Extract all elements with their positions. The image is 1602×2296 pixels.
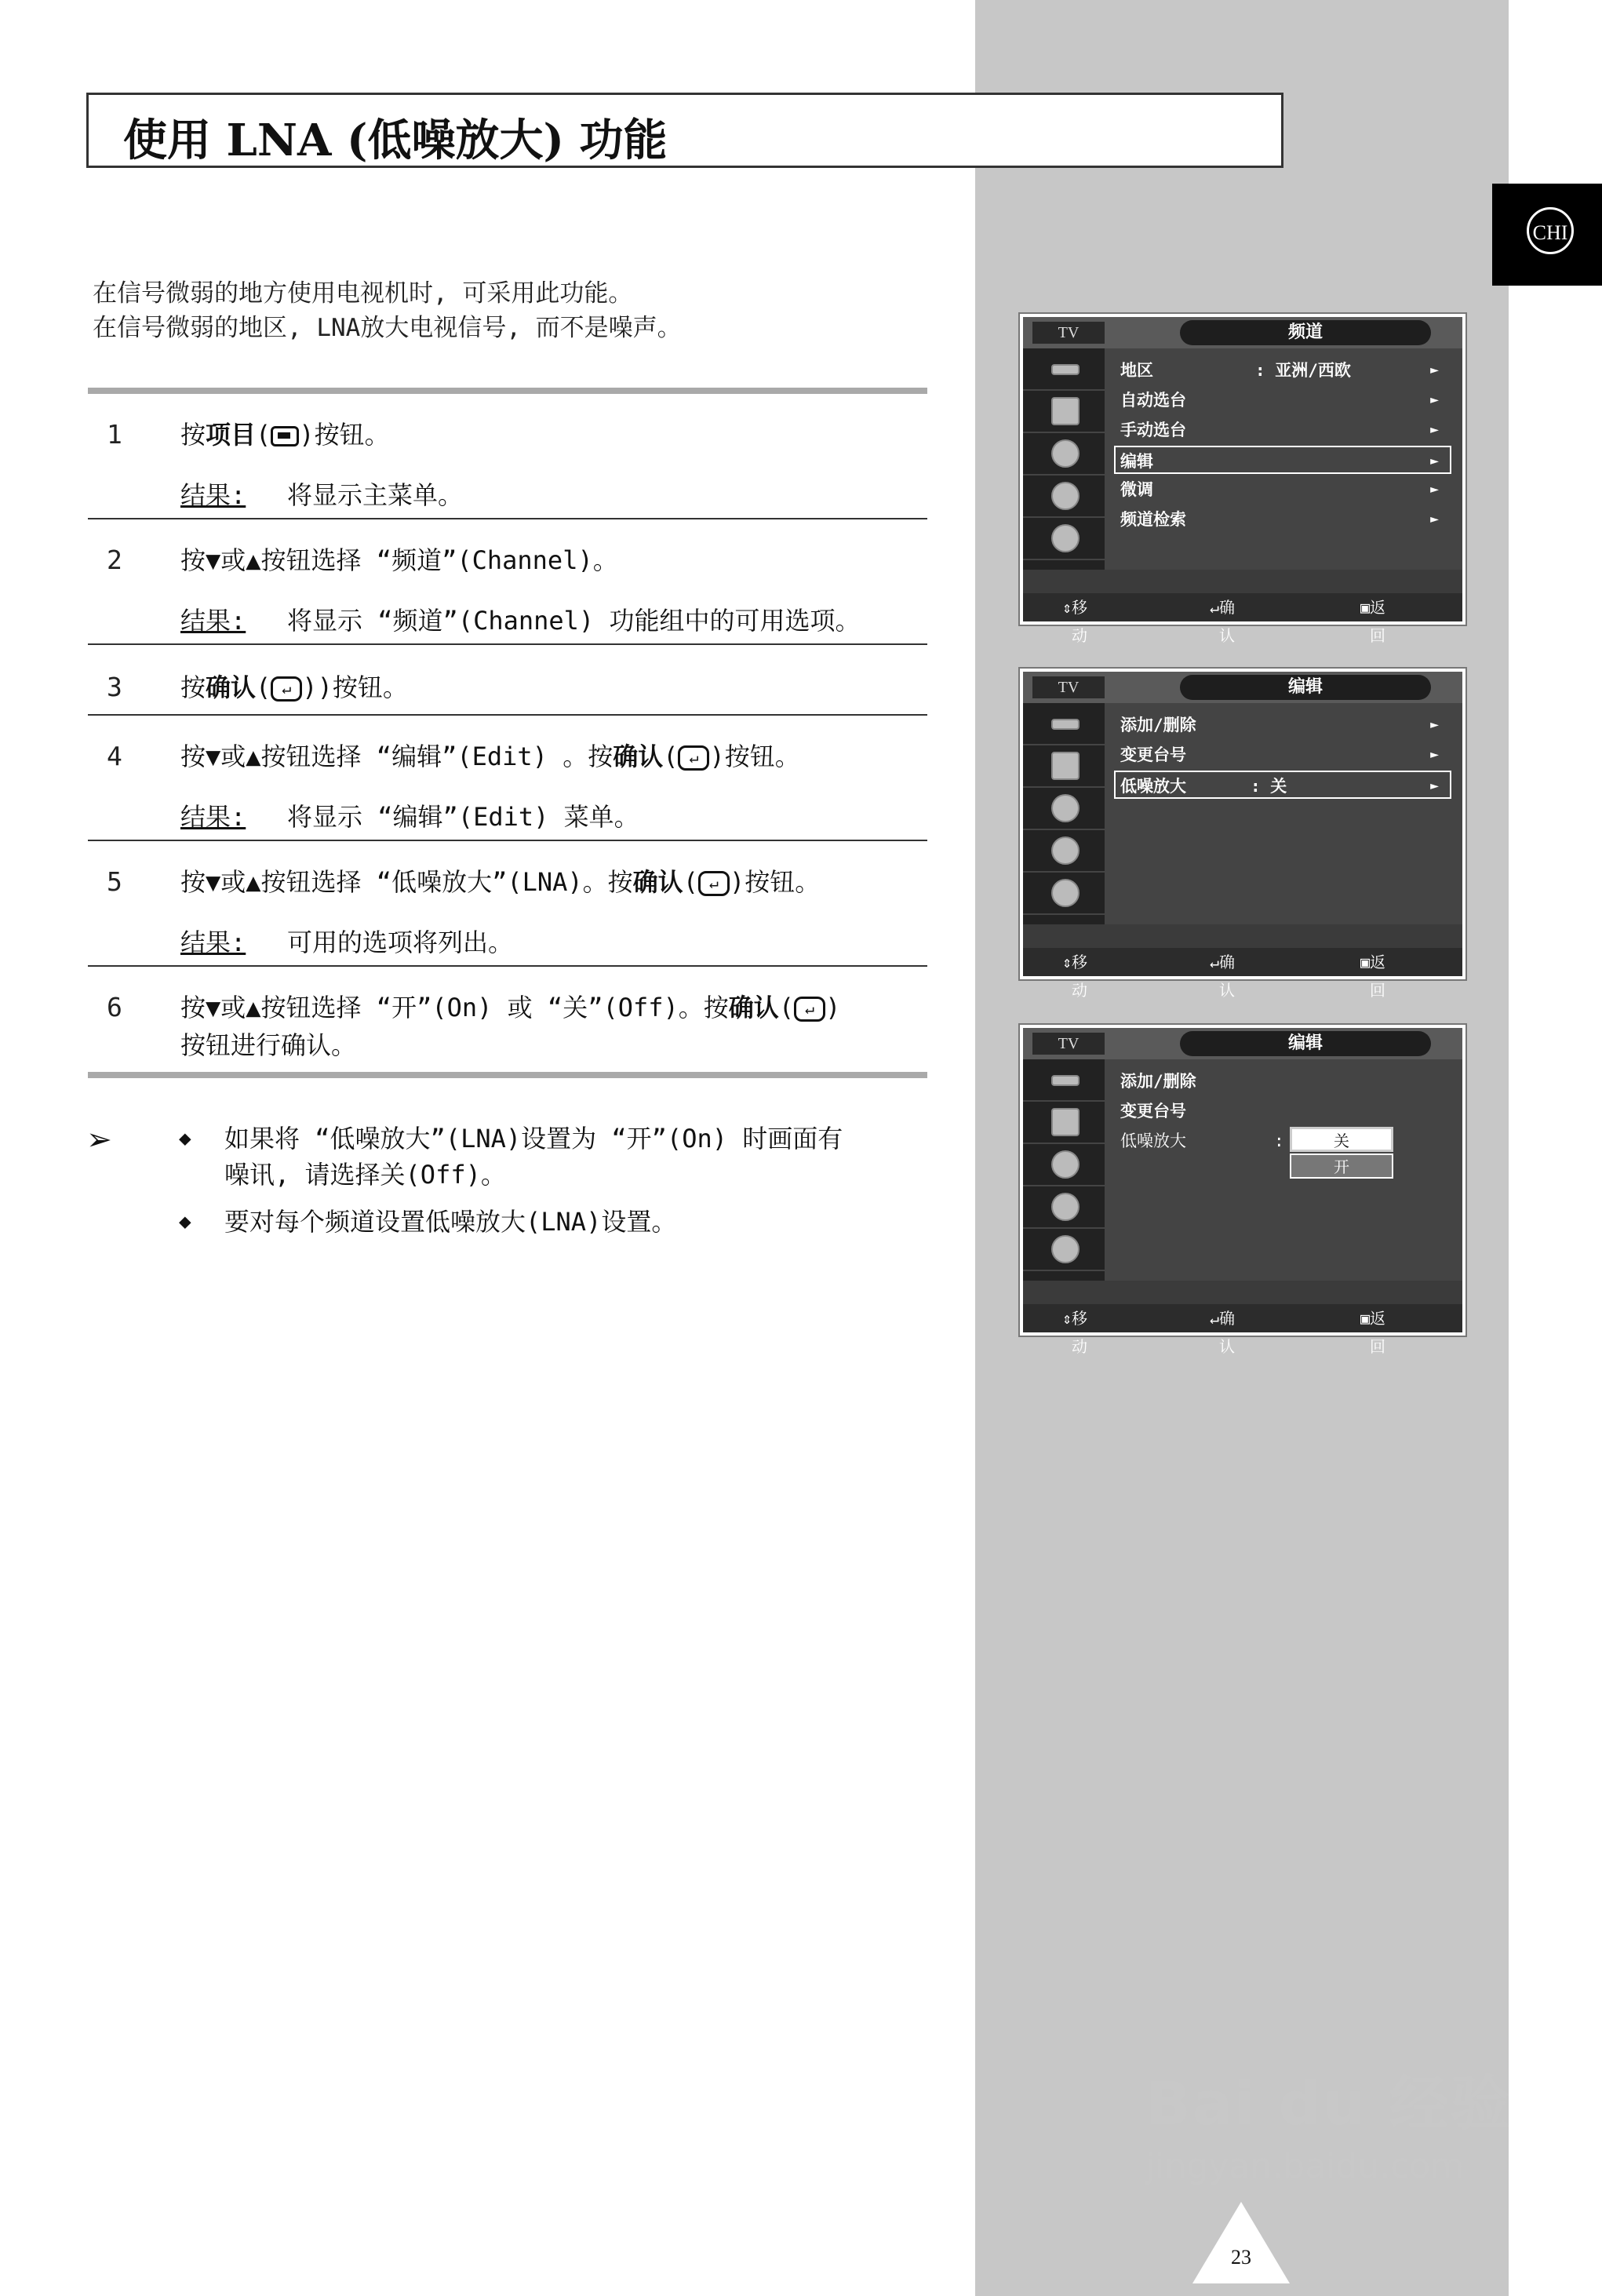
step-number: 3 <box>107 672 122 702</box>
watermark-url: jingyan.baidu.com <box>1145 2146 1465 2186</box>
osd-header <box>1023 317 1462 348</box>
osd-footer-move: ⇕ 移动 <box>1062 598 1088 645</box>
osd-row-lna[interactable]: 低噪放大 : 关 ► <box>1114 771 1451 799</box>
page-number: 23 <box>1231 2246 1251 2269</box>
osd-footer-move: ⇕ 移动 <box>1062 1309 1088 1356</box>
osd-row-manual-store[interactable]: 手动选台 ► <box>1120 421 1439 439</box>
note-1: 如果将 “低噪放大”(LNA)设置为 “开”(On) 时画面有 噪讯, 请选择关(Off)。 <box>224 1124 843 1190</box>
osd-title: 频道 <box>1180 320 1431 345</box>
result-label: 结果: <box>180 802 246 832</box>
step-1-result: 将显示主菜单。 <box>287 480 464 510</box>
speaker-icon <box>1023 1144 1105 1186</box>
step-3-text: 按确认( ↵ ))按钮。 <box>180 672 408 702</box>
antenna-icon <box>1023 703 1105 745</box>
osd-title: 编辑 <box>1180 1031 1431 1056</box>
step-2-text: 按▼或▲按钮选择 “频道”(Channel)。 <box>180 545 618 575</box>
osd-icon-column <box>1023 1059 1105 1281</box>
divider <box>88 840 927 841</box>
osd-footer <box>1023 1304 1462 1356</box>
enter-key-icon: ↵ <box>678 745 709 771</box>
osd-tv-label: TV <box>1032 322 1105 344</box>
osd-footer-return: ▣ 返回 <box>1360 953 1386 1000</box>
osd-screen-channel <box>1020 314 1465 645</box>
diamond-bullet-icon: ◆ <box>179 1210 191 1234</box>
step-number: 2 <box>107 545 122 575</box>
note-arrow-icon: ➢ <box>88 1117 113 1164</box>
osd-row-change-number[interactable]: 变更台号 <box>1120 1102 1186 1121</box>
lna-option-off[interactable]: 关 <box>1290 1127 1393 1152</box>
intro-line-2: 在信号微弱的地区, LNA放大电视信号, 而不是噪声。 <box>93 314 682 342</box>
clock-icon <box>1023 1186 1105 1229</box>
step-2-result: 将显示 “频道”(Channel) 功能组中的可用选项。 <box>287 606 861 636</box>
step-4-result: 将显示 “编辑”(Edit) 菜单。 <box>287 802 639 832</box>
result-label: 结果: <box>180 480 246 510</box>
osd-icon-column <box>1023 348 1105 570</box>
osd-menu-body <box>1105 348 1462 570</box>
divider <box>88 643 927 645</box>
step-4-text: 按▼或▲按钮选择 “编辑”(Edit) 。按确认( ↵ )按钮。 <box>180 742 800 771</box>
tv-picture-icon <box>1023 1102 1105 1144</box>
osd-footer-enter: ↵ 确认 <box>1210 953 1236 1000</box>
osd-row-auto-store[interactable]: 自动选台 ► <box>1120 391 1439 410</box>
page-number-tab <box>1192 2202 1290 2283</box>
osd-row-edit[interactable]: 编辑 ► <box>1114 446 1451 474</box>
osd-row-region[interactable]: 地区 : 亚洲/西欧 ► <box>1120 361 1439 380</box>
setup-icon <box>1023 873 1105 915</box>
osd-menu-body <box>1105 703 1462 924</box>
osd-tv-label: TV <box>1032 676 1105 698</box>
antenna-icon <box>1023 348 1105 391</box>
osd-screen-edit <box>1020 669 1465 1000</box>
result-label: 结果: <box>180 928 246 957</box>
clock-icon <box>1023 476 1105 518</box>
osd-footer-enter: ↵ 确认 <box>1210 1309 1236 1356</box>
divider <box>88 714 927 716</box>
clock-icon <box>1023 830 1105 873</box>
step-number: 1 <box>107 419 122 450</box>
step-5-result: 可用的选项将列出。 <box>287 928 514 957</box>
lna-option-on[interactable]: 开 <box>1290 1153 1393 1179</box>
speaker-icon <box>1023 788 1105 830</box>
divider <box>88 518 927 519</box>
tv-picture-icon <box>1023 745 1105 788</box>
intro-line-1: 在信号微弱的地方使用电视机时, 可采用此功能。 <box>93 279 633 308</box>
speaker-icon <box>1023 433 1105 476</box>
osd-row-channel-search[interactable]: 频道检索 ► <box>1120 510 1439 529</box>
language-tab <box>1492 184 1602 286</box>
step-number: 6 <box>107 992 122 1022</box>
page-title: 使用 LNA (低噪放大) 功能 <box>123 115 668 166</box>
enter-key-icon: ↵ <box>794 997 825 1022</box>
menu-key-icon <box>271 426 299 446</box>
language-tab-label: CHI <box>1527 207 1574 254</box>
osd-row-add-delete[interactable]: 添加/删除 ► <box>1120 716 1439 734</box>
osd-footer <box>1023 593 1462 645</box>
step-1-text: 按项目( )按钮。 <box>180 420 390 450</box>
divider <box>88 965 927 967</box>
step-6-text: 按▼或▲按钮选择 “开”(On) 或 “关”(Off)。按确认( ↵ ) 按钮进行确认。 <box>180 993 841 1060</box>
enter-key-icon: ↵ <box>271 676 302 702</box>
diamond-bullet-icon: ◆ <box>179 1127 191 1150</box>
osd-footer-return: ▣ 返回 <box>1360 598 1386 645</box>
osd-header <box>1023 1028 1462 1059</box>
osd-row-add-delete[interactable]: 添加/删除 <box>1120 1072 1196 1091</box>
tv-picture-icon <box>1023 391 1105 433</box>
osd-footer-enter: ↵ 确认 <box>1210 598 1236 645</box>
osd-row-fine-tune[interactable]: 微调 ► <box>1120 480 1439 499</box>
divider-bottom <box>88 1072 927 1078</box>
osd-icon-column <box>1023 703 1105 924</box>
watermark-brand: Bai du 经验 <box>1145 2068 1512 2138</box>
step-5-text: 按▼或▲按钮选择 “低噪放大”(LNA)。按确认( ↵ )按钮。 <box>180 867 821 897</box>
osd-footer-move: ⇕ 移动 <box>1062 953 1088 1000</box>
osd-title: 编辑 <box>1180 675 1431 700</box>
osd-tv-label: TV <box>1032 1033 1105 1055</box>
divider-top <box>88 388 927 394</box>
page-title-box <box>86 93 1283 168</box>
baidu-watermark <box>1145 2056 1512 2186</box>
setup-icon <box>1023 1229 1105 1271</box>
osd-screen-lna-options <box>1020 1025 1465 1356</box>
step-number: 5 <box>107 866 122 897</box>
osd-footer-return: ▣ 返回 <box>1360 1309 1386 1356</box>
osd-row-change-number[interactable]: 变更台号 ► <box>1120 745 1439 764</box>
osd-footer <box>1023 948 1462 1000</box>
antenna-icon <box>1023 1059 1105 1102</box>
osd-menu-body <box>1105 1059 1462 1281</box>
step-number: 4 <box>107 741 122 771</box>
osd-row-lna[interactable]: 低噪放大 : <box>1120 1132 1284 1150</box>
enter-key-icon: ↵ <box>698 871 730 896</box>
note-2: 要对每个频道设置低噪放大(LNA)设置。 <box>224 1207 677 1237</box>
setup-icon <box>1023 518 1105 560</box>
result-label: 结果: <box>180 606 246 636</box>
osd-header <box>1023 672 1462 703</box>
